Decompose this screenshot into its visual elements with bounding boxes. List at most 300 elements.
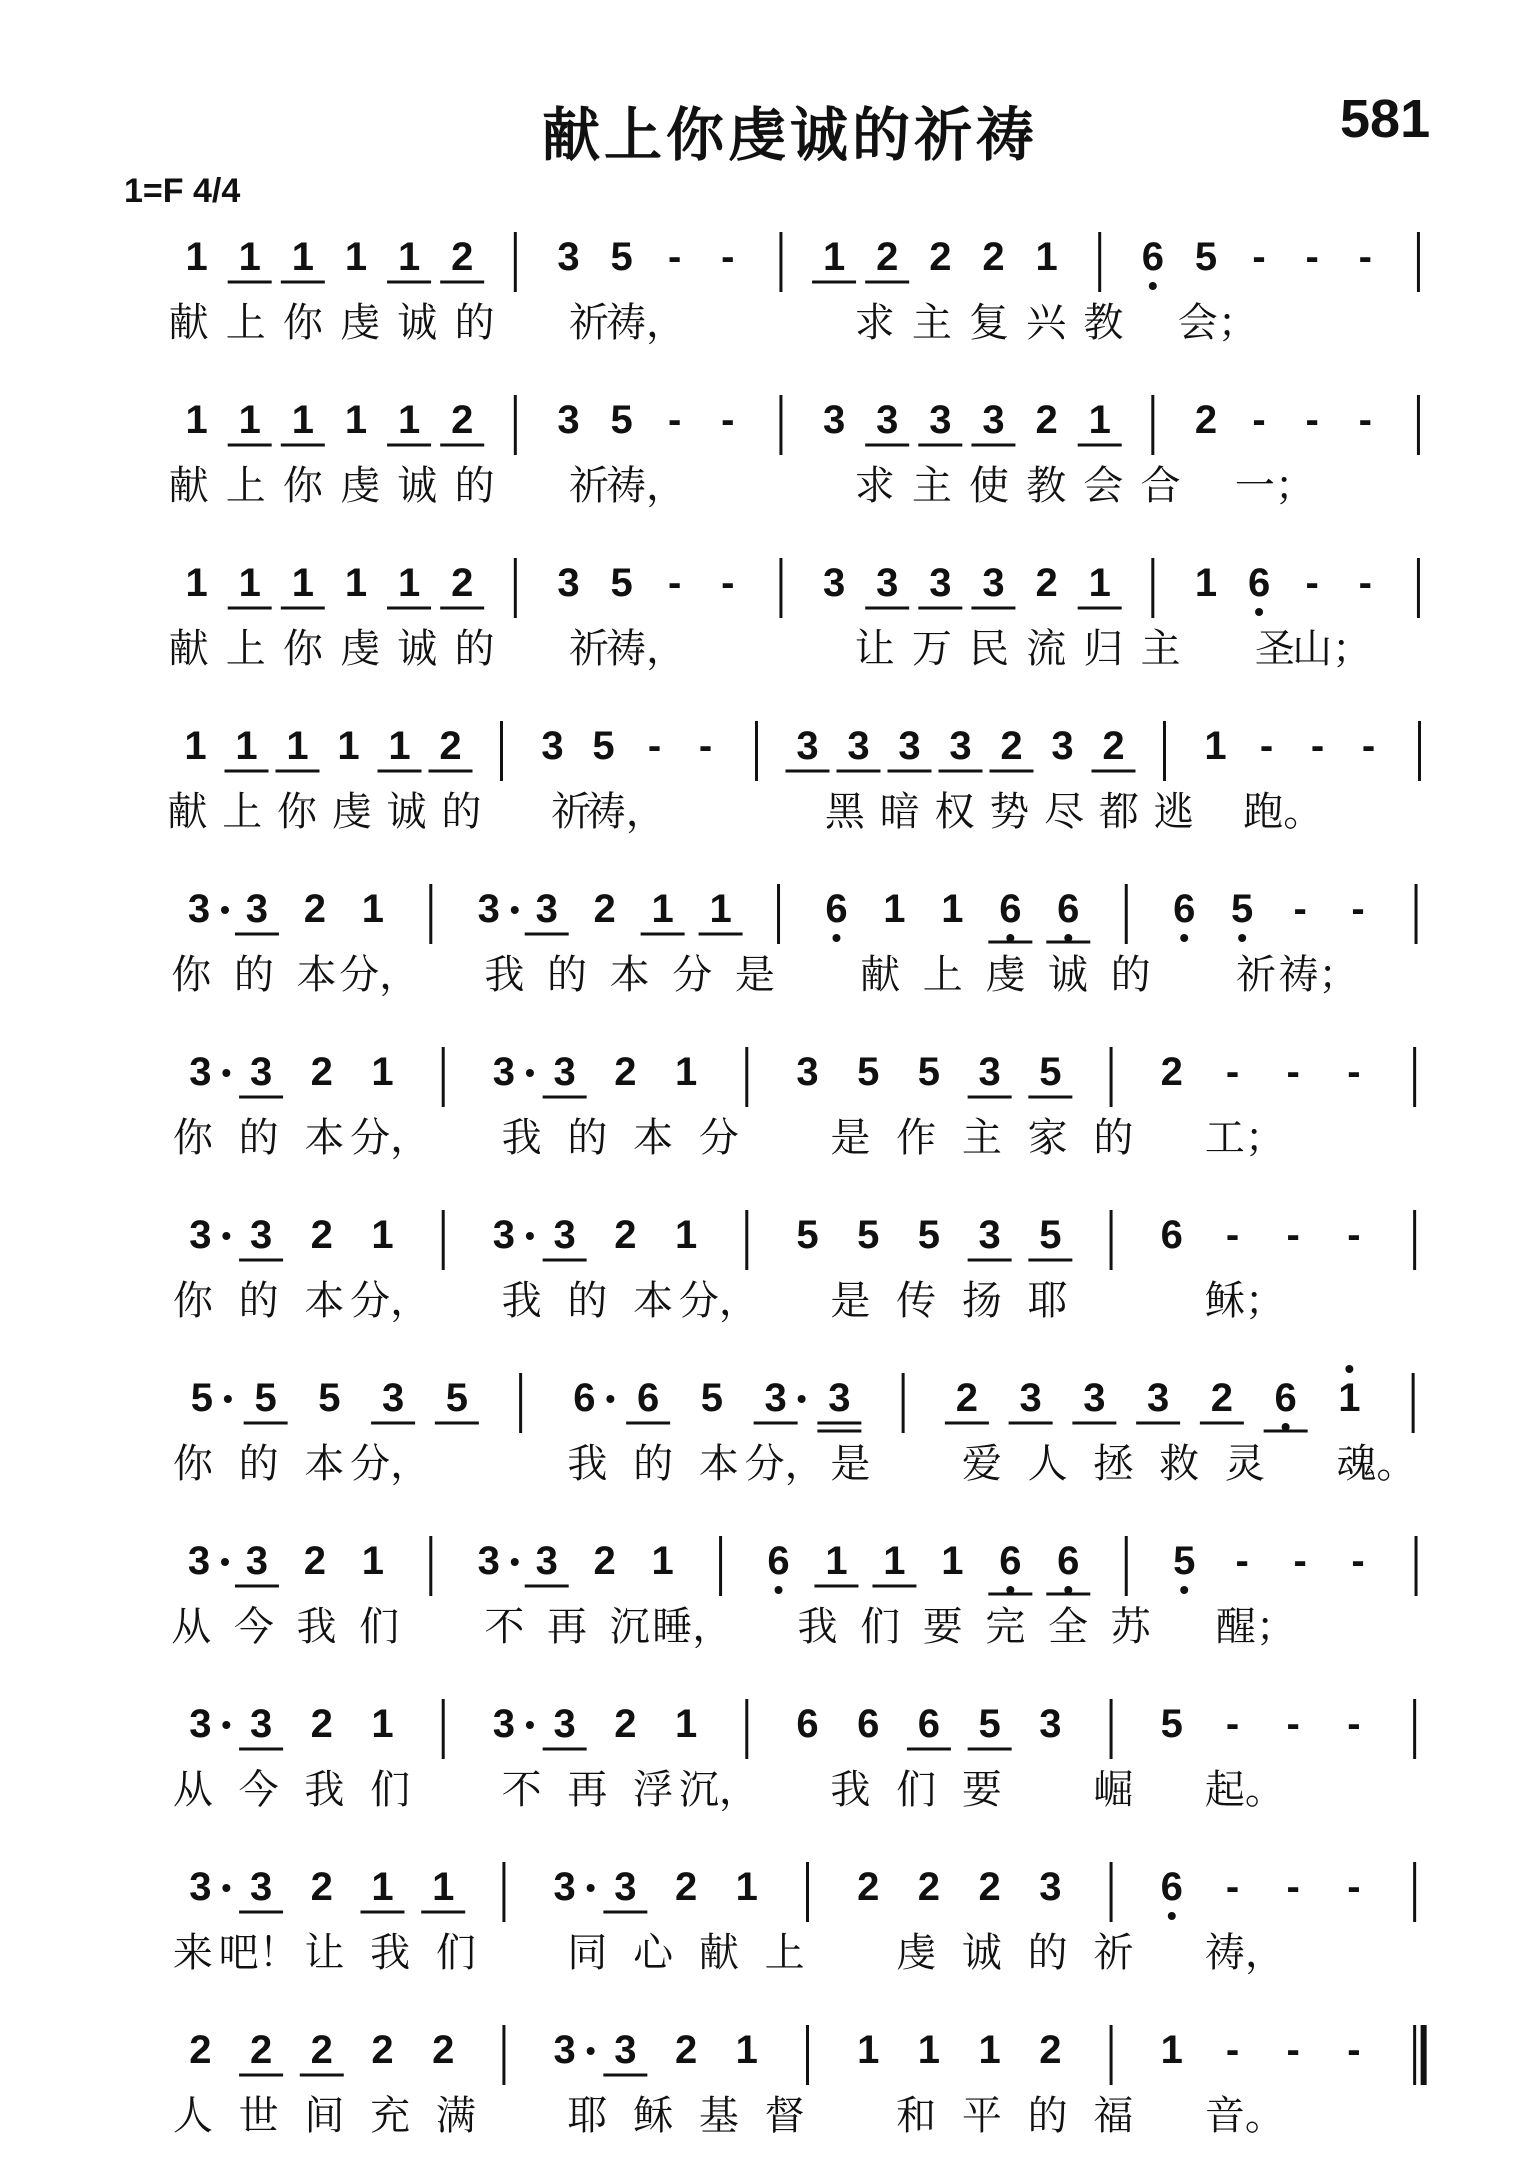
- lyric-char: 上: [764, 1930, 805, 1976]
- dash-note: -: [1235, 1539, 1249, 1583]
- lyric-char: 民: [969, 626, 1010, 672]
- note: 5: [592, 724, 615, 768]
- lyric-char: 你: [172, 1441, 213, 1487]
- dash-note: -: [1225, 1213, 1240, 1257]
- lyric-char: 势: [989, 789, 1030, 835]
- lyric-char: 你: [282, 626, 323, 672]
- lyric-char: 诚: [397, 300, 438, 346]
- note: 5: [190, 1376, 213, 1420]
- lyric-char: 上: [225, 626, 266, 672]
- lyric-char: 献: [168, 626, 209, 672]
- note: 2: [189, 2028, 212, 2072]
- dash-note: -: [1293, 1539, 1307, 1583]
- note: 2: [1210, 1376, 1233, 1420]
- note: 6: [1173, 887, 1196, 931]
- note: 3: [189, 1050, 212, 1094]
- lyric-char: 主: [911, 463, 952, 509]
- note: 3: [553, 1702, 576, 1746]
- lyric-char: 福: [1093, 2093, 1134, 2139]
- note: 5: [796, 1213, 819, 1257]
- lyric-char: 诚: [397, 626, 438, 672]
- lyric-char: 献: [168, 463, 209, 509]
- lyric-char: 督: [764, 2093, 805, 2139]
- dash-note: -: [1305, 398, 1319, 442]
- lyric-char: 使: [969, 463, 1010, 509]
- lyric-char: 基: [698, 2093, 739, 2139]
- note: 6: [573, 1376, 596, 1420]
- lyric-char: 来: [172, 1930, 213, 1976]
- note: 2: [614, 1050, 637, 1094]
- lyric-char: 的: [238, 1441, 279, 1487]
- dash-note: -: [721, 561, 735, 605]
- lyric-char: 分，: [350, 1441, 431, 1487]
- note: 2: [310, 2028, 333, 2072]
- lyric-char: 工；: [1204, 1115, 1285, 1161]
- note: 3: [982, 398, 1005, 442]
- note: 1: [674, 1213, 698, 1257]
- note: 2: [614, 1702, 637, 1746]
- lyric-char: 分，: [350, 1115, 431, 1161]
- note: 3: [929, 398, 952, 442]
- note: 1: [1160, 2028, 1183, 2072]
- note: 6: [917, 1702, 941, 1746]
- note: 3: [492, 1050, 516, 1094]
- note: 1: [344, 398, 368, 442]
- lyric-char: 的: [233, 952, 274, 998]
- note: 2: [1102, 724, 1125, 768]
- note: 3: [245, 1539, 269, 1583]
- lyric-char: 求: [854, 300, 895, 346]
- note: 1: [978, 2028, 1001, 2072]
- lyric-char: 你: [282, 463, 323, 509]
- note: 1: [291, 398, 314, 442]
- note: 5: [1231, 887, 1254, 931]
- note: 5: [917, 1213, 941, 1257]
- lyric-char: 不: [484, 1604, 525, 1650]
- dash-note: -: [1358, 398, 1372, 442]
- lyric-char: 分，: [744, 1441, 825, 1487]
- lyric-char: 拯: [1093, 1441, 1134, 1487]
- note: 2: [1000, 724, 1023, 768]
- note: 1: [371, 1865, 394, 1909]
- note: 1: [185, 561, 208, 605]
- note: 1: [185, 235, 208, 279]
- note: 3: [187, 887, 211, 931]
- note: 3: [492, 1702, 516, 1746]
- lyric-char: 扬: [961, 1278, 1002, 1324]
- dash-note: -: [1286, 1702, 1300, 1746]
- note: 1: [185, 398, 208, 442]
- note: 1: [1088, 561, 1111, 605]
- dash-note: -: [668, 398, 682, 442]
- lyric-char: 祷，: [605, 626, 686, 672]
- note: 3: [1147, 1376, 1170, 1420]
- dash-note: -: [1225, 1702, 1240, 1746]
- note: 1: [344, 561, 368, 605]
- lyric-char: 今: [238, 1767, 279, 1813]
- lyric-char: 虔: [340, 463, 381, 509]
- lyric-char: 耶: [567, 2093, 608, 2139]
- note: 5: [318, 1376, 341, 1420]
- augmentation-dot: [222, 1721, 230, 1729]
- lyric-char: 崛: [1093, 1767, 1134, 1813]
- lyric-char: 的: [1027, 2093, 1068, 2139]
- note: 6: [999, 887, 1022, 931]
- note: 3: [557, 398, 580, 442]
- note: 6: [1057, 887, 1080, 931]
- note: 3: [764, 1376, 787, 1420]
- lyric-char: 你: [171, 952, 212, 998]
- note: 2: [310, 1213, 333, 1257]
- lyric-char: 本: [633, 1278, 674, 1324]
- note: 3: [245, 887, 269, 931]
- lyric-char: 的: [1027, 1930, 1068, 1976]
- lyric-char: 祈: [568, 300, 609, 346]
- note: 2: [451, 235, 474, 279]
- lyric-char: 上: [222, 789, 263, 835]
- note: 2: [432, 2028, 455, 2072]
- lyric-char: 是: [734, 952, 775, 998]
- lyric-char: 一；: [1234, 463, 1315, 509]
- dash-note: -: [721, 235, 735, 279]
- lyric-char: 们: [370, 1767, 411, 1813]
- dash-note: -: [1351, 887, 1365, 931]
- octave-low-dot: [1168, 1912, 1176, 1920]
- key-signature: 1=F 4/4: [124, 172, 241, 210]
- note: 6: [796, 1702, 819, 1746]
- hymn-number: 581: [1340, 89, 1431, 149]
- note: 5: [917, 1050, 941, 1094]
- note: 2: [1160, 1050, 1183, 1094]
- note: 5: [254, 1376, 277, 1420]
- lyric-char: 我: [304, 1767, 345, 1813]
- dash-note: -: [1305, 235, 1319, 279]
- note: 3: [189, 1865, 212, 1909]
- lyric-char: 暗: [879, 789, 920, 835]
- lyric-char: 是: [830, 1278, 871, 1324]
- lyric-char: 献: [168, 300, 209, 346]
- note: 6: [857, 1702, 880, 1746]
- lyric-char: 祈: [568, 626, 609, 672]
- dash-note: -: [1310, 724, 1325, 768]
- lyric-char: 跑。: [1243, 789, 1324, 835]
- note: 2: [917, 1865, 941, 1909]
- dash-note: -: [1225, 2028, 1240, 2072]
- note: 3: [249, 1702, 273, 1746]
- lyric-char: 黑: [824, 789, 865, 835]
- lyric-char: 传: [896, 1278, 937, 1324]
- note: 1: [432, 1865, 455, 1909]
- note: 2: [249, 2028, 273, 2072]
- note: 1: [1088, 398, 1111, 442]
- lyric-char: 音。: [1204, 2093, 1285, 2139]
- note: 1: [344, 235, 368, 279]
- augmentation-dot: [587, 1884, 595, 1892]
- lyric-char: 沉: [609, 1604, 650, 1650]
- dash-note: -: [1347, 1213, 1361, 1257]
- lyric-char: 分，: [678, 1278, 759, 1324]
- note: 3: [187, 1539, 211, 1583]
- note: 1: [1035, 235, 1058, 279]
- dash-note: -: [1252, 235, 1266, 279]
- note: 3: [553, 1213, 576, 1257]
- augmentation-dot: [526, 1232, 534, 1240]
- note: 3: [249, 1865, 273, 1909]
- lyric-char: 主: [911, 300, 952, 346]
- lyric-char: 我: [830, 1767, 871, 1813]
- lyric-char: 兴: [1026, 300, 1067, 346]
- note: 5: [700, 1376, 723, 1420]
- note: 3: [876, 398, 899, 442]
- lyric-char: 虔: [985, 952, 1026, 998]
- dash-note: -: [1347, 1702, 1361, 1746]
- lyric-char: 祷，: [605, 300, 686, 346]
- lyric-char: 救: [1159, 1441, 1200, 1487]
- lyric-char: 你: [276, 789, 317, 835]
- lyric-char: 们: [860, 1604, 901, 1650]
- lyric-char: 本: [304, 1115, 345, 1161]
- lyric-char: 本: [304, 1278, 345, 1324]
- lyric-char: 们: [435, 1930, 476, 1976]
- note: 1: [1194, 561, 1218, 605]
- note: 3: [796, 724, 819, 768]
- dash-note: -: [698, 724, 713, 768]
- lyric-char: 灵: [1224, 1441, 1265, 1487]
- lyric-char: 诚: [1047, 952, 1088, 998]
- augmentation-dot: [526, 1721, 534, 1729]
- lyric-char: 的: [238, 1278, 279, 1324]
- dash-note: -: [1286, 1050, 1300, 1094]
- lyric-char: 你: [172, 1115, 213, 1161]
- note: 1: [917, 2028, 941, 2072]
- lyric-char: 起。: [1204, 1767, 1285, 1813]
- note: 6: [637, 1376, 660, 1420]
- note: 3: [822, 398, 846, 442]
- lyric-char: 你: [172, 1278, 213, 1324]
- note: 2: [978, 1865, 1001, 1909]
- dash-note: -: [1225, 1050, 1240, 1094]
- lyric-char: 让: [304, 1930, 345, 1976]
- lyric-char: 万: [911, 626, 952, 672]
- note: 5: [978, 1702, 1001, 1746]
- lyric-char: 人: [172, 2093, 213, 2139]
- lyric-char: 稣: [633, 2093, 674, 2139]
- note: 3: [978, 1213, 1001, 1257]
- note: 1: [674, 1702, 698, 1746]
- note: 1: [291, 235, 314, 279]
- lyric-char: 醒；: [1215, 1604, 1296, 1650]
- note: 1: [1338, 1376, 1361, 1420]
- lyric-char: 爱: [961, 1441, 1002, 1487]
- note: 1: [371, 1050, 394, 1094]
- note: 1: [397, 561, 421, 605]
- note: 1: [371, 1702, 394, 1746]
- note: 3: [557, 561, 580, 605]
- note: 1: [735, 1865, 758, 1909]
- note: 2: [929, 235, 952, 279]
- note: 5: [610, 561, 633, 605]
- note: 1: [286, 724, 309, 768]
- dash-note: -: [721, 398, 735, 442]
- note: 1: [941, 1539, 964, 1583]
- note: 1: [371, 1213, 394, 1257]
- lyric-char: 主: [1140, 626, 1181, 672]
- note: 1: [674, 1050, 698, 1094]
- lyric-char: 全: [1047, 1604, 1088, 1650]
- note: 6: [1247, 561, 1271, 605]
- lyric-char: 诚: [386, 789, 427, 835]
- lyric-char: 虔: [340, 300, 381, 346]
- lyric-char: 祈: [1235, 952, 1276, 998]
- note: 2: [857, 1865, 880, 1909]
- lyric-char: 要: [922, 1604, 963, 1650]
- dash-note: -: [647, 724, 662, 768]
- lyric-char: 的: [1093, 1115, 1134, 1161]
- note: 6: [1160, 1213, 1183, 1257]
- note: 2: [1035, 561, 1058, 605]
- lyric-char: 尽: [1044, 789, 1085, 835]
- lyric-char: 教: [1026, 463, 1067, 509]
- lyric-char: 稣；: [1204, 1278, 1285, 1324]
- note: 1: [238, 561, 261, 605]
- note: 1: [238, 398, 261, 442]
- note: 1: [651, 887, 674, 931]
- lyric-char: 平: [961, 2093, 1002, 2139]
- octave-low-dot: [1149, 282, 1157, 290]
- lyric-char: 的: [454, 626, 495, 672]
- note: 2: [439, 724, 462, 768]
- dash-note: -: [1293, 887, 1307, 931]
- note: 1: [651, 1539, 674, 1583]
- lyric-char: 今: [233, 1604, 274, 1650]
- note: 5: [1173, 1539, 1196, 1583]
- note: 5: [1160, 1702, 1183, 1746]
- augmentation-dot: [606, 1395, 614, 1403]
- note: 5: [1194, 235, 1218, 279]
- lyric-char: 本: [304, 1441, 345, 1487]
- augmentation-dot: [221, 906, 229, 914]
- note: 3: [557, 235, 580, 279]
- note: 3: [1039, 1865, 1062, 1909]
- lyric-char: 从: [172, 1767, 213, 1813]
- note: 2: [310, 1865, 333, 1909]
- lyric-char: 们: [359, 1604, 400, 1650]
- note: 6: [1274, 1376, 1297, 1420]
- augmentation-dot: [222, 1884, 230, 1892]
- note: 5: [610, 398, 633, 442]
- note: 2: [1035, 398, 1058, 442]
- hymn-title: 献上你虔诚的祈祷: [541, 101, 1038, 169]
- dash-note: -: [1347, 2028, 1361, 2072]
- note: 1: [184, 724, 207, 768]
- note: 3: [876, 561, 899, 605]
- note: 2: [674, 2028, 698, 2072]
- note: 1: [235, 724, 258, 768]
- augmentation-dot: [587, 2047, 595, 2055]
- dash-note: -: [1347, 1050, 1361, 1094]
- note: 1: [337, 724, 360, 768]
- lyric-char: 浮: [633, 1767, 674, 1813]
- lyric-char: 归: [1083, 626, 1124, 672]
- note: 5: [445, 1376, 468, 1420]
- note: 1: [883, 887, 906, 931]
- lyric-char: 合: [1140, 463, 1181, 509]
- lyric-char: 的: [567, 1115, 608, 1161]
- lyric-char: 主: [961, 1115, 1002, 1161]
- note: 3: [949, 724, 972, 768]
- note: 3: [1019, 1376, 1042, 1420]
- note: 3: [553, 1865, 576, 1909]
- augmentation-dot: [224, 1395, 232, 1403]
- lyric-char: 本: [698, 1441, 739, 1487]
- lyric-char: 求: [854, 463, 895, 509]
- note: 2: [303, 1539, 327, 1583]
- lyric-char: 山；: [1292, 626, 1373, 672]
- lyric-char: 祷，: [605, 463, 686, 509]
- lyric-char: 让: [854, 626, 895, 672]
- lyric-char: 的: [441, 789, 482, 835]
- note: 3: [189, 1702, 212, 1746]
- lyric-char: 本: [296, 952, 337, 998]
- note: 3: [898, 724, 921, 768]
- note: 1: [388, 724, 411, 768]
- note: 3: [614, 2028, 637, 2072]
- lyric-char: 祈: [568, 463, 609, 509]
- lyric-char: 的: [547, 952, 588, 998]
- lyric-char: 你: [282, 300, 323, 346]
- note: 1: [822, 235, 846, 279]
- note: 3: [477, 887, 500, 931]
- note: 1: [397, 398, 421, 442]
- dash-note: -: [1361, 724, 1376, 768]
- note: 3: [796, 1050, 819, 1094]
- note: 1: [825, 1539, 848, 1583]
- lyric-char: 我: [484, 952, 525, 998]
- lyric-char: 人: [1027, 1441, 1068, 1487]
- dash-note: -: [1252, 398, 1266, 442]
- lyric-char: 沉，: [678, 1767, 759, 1813]
- note: 5: [857, 1213, 880, 1257]
- note: 1: [397, 235, 421, 279]
- note: 3: [541, 724, 564, 768]
- note: 3: [535, 887, 558, 931]
- note: 3: [982, 561, 1005, 605]
- augmentation-dot: [511, 1558, 519, 1566]
- octave-low-dot: [832, 934, 840, 942]
- note: 2: [1039, 2028, 1062, 2072]
- note: 3: [1083, 1376, 1106, 1420]
- lyric-char: 分，: [350, 1278, 431, 1324]
- lyric-char: 我: [797, 1604, 838, 1650]
- note: 1: [361, 887, 384, 931]
- note: 1: [361, 1539, 384, 1583]
- lyric-char: 再: [567, 1767, 608, 1813]
- note: 2: [371, 2028, 394, 2072]
- note: 3: [477, 1539, 500, 1583]
- lyric-char: 从: [171, 1604, 212, 1650]
- note: 3: [492, 1213, 516, 1257]
- dash-note: -: [668, 235, 682, 279]
- lyric-char: 我: [567, 1441, 608, 1487]
- lyric-char: 同: [567, 1930, 608, 1976]
- lyric-char: 的: [633, 1441, 674, 1487]
- augmentation-dot: [526, 1069, 534, 1077]
- lyric-char: 是: [830, 1441, 871, 1487]
- lyric-char: 满: [435, 2093, 476, 2139]
- lyric-char: 权: [934, 789, 975, 835]
- augmentation-dot: [222, 1069, 230, 1077]
- lyric-char: 我: [501, 1115, 542, 1161]
